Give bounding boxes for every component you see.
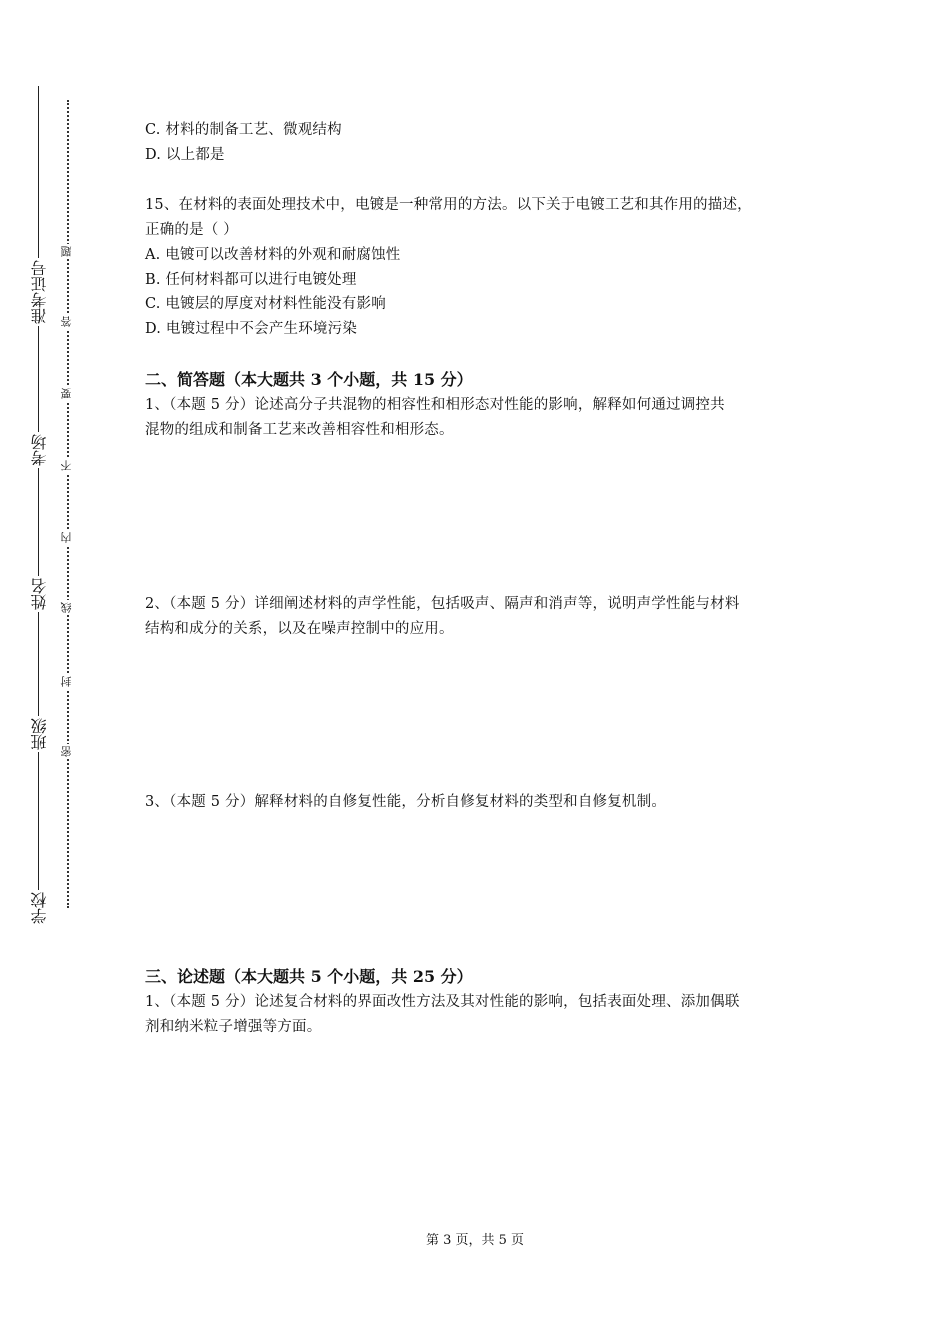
s3-q1-line2: 剂和纳米粒子增强等方面。 [145,1019,322,1035]
seal-char-bu: 不 [60,460,73,471]
seal-char-yao: 要 [60,388,73,399]
seal-char-ti: 题 [60,246,73,257]
seal-char-feng: 封 [60,676,73,687]
q15-stem-line1: 15、在材料的表面处理技术中，电镀是一种常用的方法。以下关于电镀工艺和其作用的描述， [145,197,752,213]
q15-option-b: B. 任何材料都可以进行电镀处理 [145,272,357,288]
page-footer: 第 3 页，共 5 页 [425,1233,525,1248]
q15-stem-line2: 正确的是（ ） [145,222,239,238]
s2-q2-line2: 结构和成分的关系，以及在噪声控制中的应用。 [145,621,454,637]
field-exam-number: 准考证号 [30,260,49,324]
s3-q1-line1: 1、（本题 5 分）论述复合材料的界面改性方法及其对性能的影响，包括表面处理、添加偶联 [145,994,740,1010]
field-school: 学校 [30,892,49,924]
section2-heading: 二、简答题（本大题共 3 个小题，共 15 分） [145,370,473,389]
q15-option-c: C. 电镀层的厚度对材料性能没有影响 [145,296,386,312]
s2-q2-line1: 2、（本题 5 分）详细阐述材料的声学性能，包括吸声、隔声和消声等，说明声学性能与材料 [145,596,740,612]
field-name: 姓名 [30,578,49,610]
section3-heading: 三、论述题（本大题共 5 个小题，共 25 分） [145,967,473,986]
q14-option-c: C. 材料的制备工艺、微观结构 [145,122,342,138]
q14-option-d: D. 以上都是 [145,147,225,163]
q15-option-d: D. 电镀过程中不会产生环境污染 [145,321,358,337]
field-class: 班级 [30,718,49,750]
seal-char-da: 答 [60,316,73,327]
s2-q1-line1: 1、（本题 5 分）论述高分子共混物的相容性和相形态对性能的影响，解释如何通过调控共 [145,397,725,413]
seal-char-nei: 内 [60,532,73,543]
s2-q1-line2: 混物的组成和制备工艺来改善相容性和相形态。 [145,422,454,438]
field-exam-room: 考场 [30,434,49,466]
seal-char-mi: 密 [60,746,73,757]
binding-margin [0,0,110,1344]
seal-dotted-line [67,100,69,908]
s2-q3-line1: 3、（本题 5 分）解释材料的自修复性能，分析自修复材料的类型和自修复机制。 [145,794,667,810]
binding-solid-line [38,86,39,921]
q15-option-a: A. 电镀可以改善材料的外观和耐腐蚀性 [145,247,401,263]
seal-char-xian: 线 [60,602,73,613]
